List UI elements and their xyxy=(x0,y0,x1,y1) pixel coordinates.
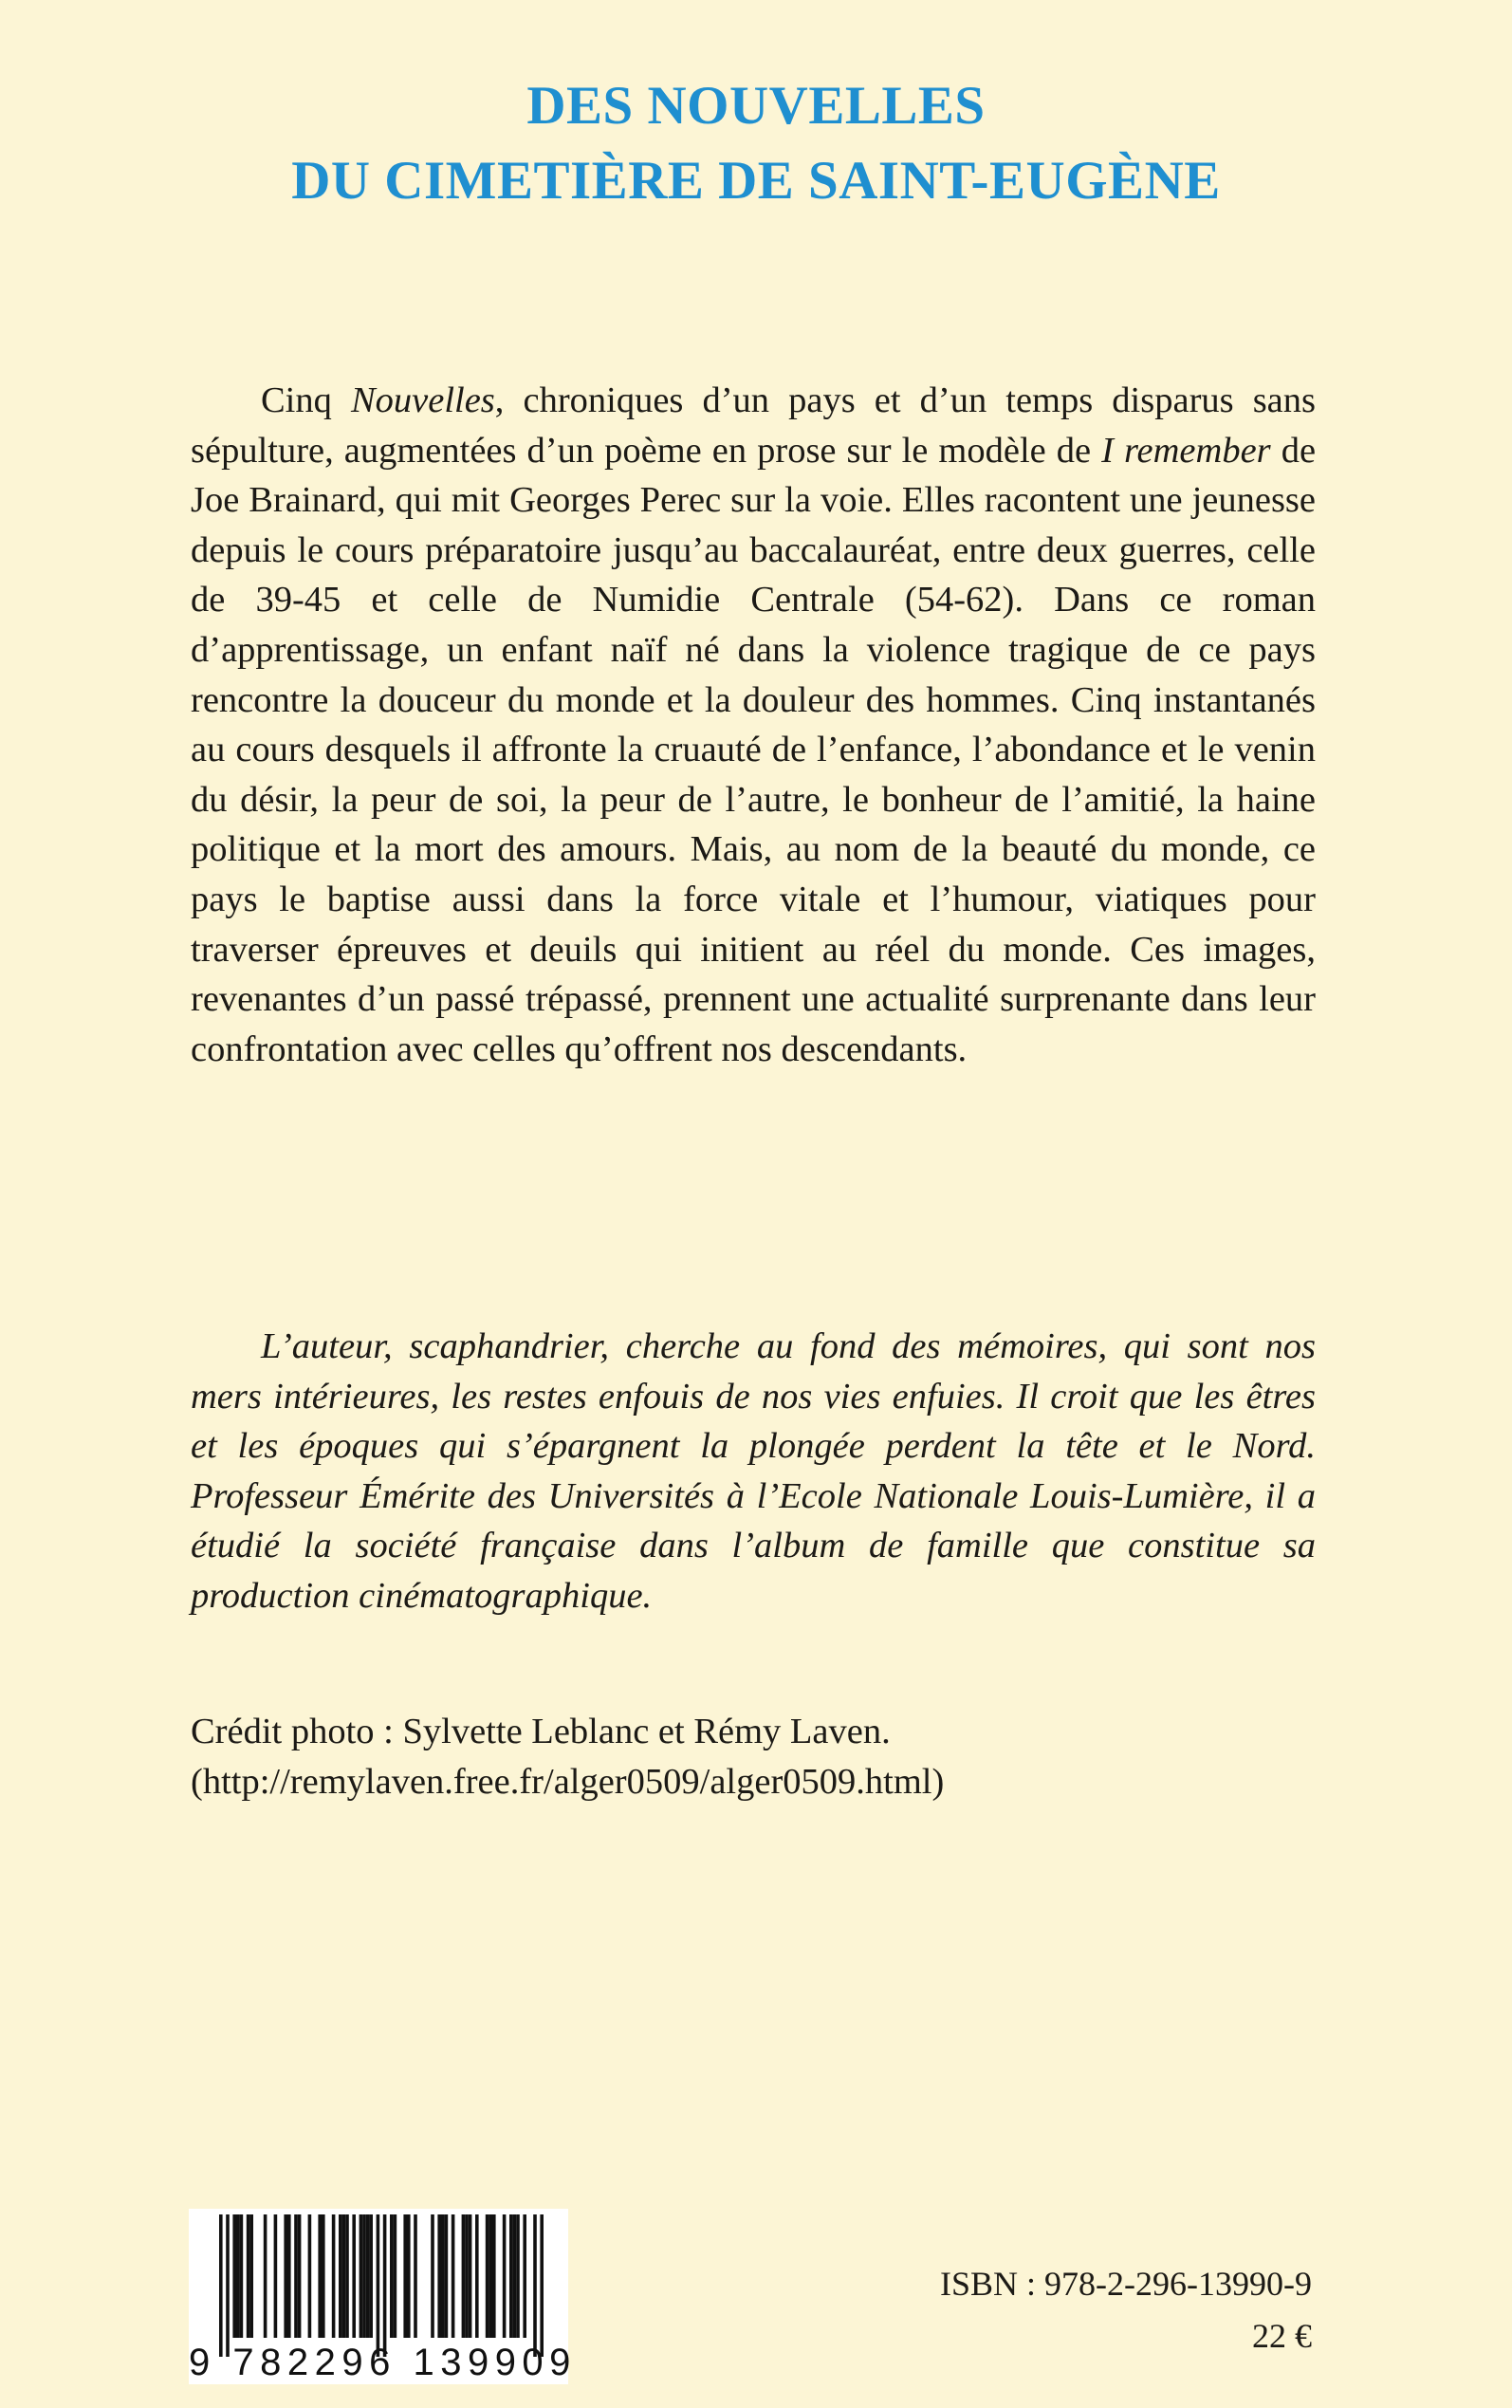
barcode-bar xyxy=(352,2214,356,2338)
barcode-bar xyxy=(332,2214,336,2338)
barcode-bar xyxy=(516,2214,520,2338)
summary-word1: Cinq xyxy=(261,380,332,420)
barcode-bar xyxy=(322,2214,325,2338)
barcode-bar xyxy=(345,2214,349,2338)
barcode-bar xyxy=(366,2214,370,2338)
barcode-bar xyxy=(287,2214,291,2338)
title-line-1: DES NOUVELLES xyxy=(526,76,986,136)
barcode-bar xyxy=(219,2214,223,2357)
barcode-bar xyxy=(509,2214,513,2338)
summary-italic-i-remember: I remember xyxy=(1101,430,1271,471)
barcode-bar xyxy=(523,2214,526,2338)
author-bio-paragraph xyxy=(191,1322,1316,1621)
barcode-bar xyxy=(445,2214,449,2338)
barcode-bar xyxy=(394,2214,397,2338)
barcode-bar xyxy=(236,2214,240,2338)
barcode-bar xyxy=(403,2214,407,2338)
barcode-bar xyxy=(308,2214,312,2338)
summary-text-2: de Joe Brainard, qui mit Georges Perec sur la voie. Elles racontent une jeunesse depuis le cours préparatoire jusqu’au baccalauréat, entre deux guerres, celle de 39-45 et celle de Numidie Centrale (54-62). Dans ce roman d’apprentissage, un enfant naïf né dans la violence tragique de ce pays rencontre la douceur du monde et la douleur des hommes. Cinq instantanés au cours desquels il affronte la cruauté de l’enfance, l’abondance et le venin du désir, la peur de soi, la peur de l’autre, le bonheur de l’amitié, la haine politique et la mort des amours. Mais, au nom de la beauté du monde, ce pays le baptise aussi dans la force vitale et l’humour, viatiques pour traverser épreuves et deuils qui initient au réel du monde. Ces images, revenantes d’un passé trépassé, prennent une actualité surprenante dans leur confrontation avec celles qu’offrent nos descendants. xyxy=(191,430,1317,1069)
price-label: 22 € xyxy=(1252,2317,1312,2355)
barcode-bar xyxy=(465,2214,469,2338)
summary-italic-nouvelles: Nouvelles xyxy=(350,380,495,420)
barcode-digits: 9 782296 139909 xyxy=(189,2342,577,2383)
barcode-bar xyxy=(247,2214,250,2338)
barcode-bar xyxy=(383,2214,387,2357)
barcode-bar xyxy=(249,2214,253,2338)
barcode-bar xyxy=(339,2214,342,2338)
barcode-bar xyxy=(492,2214,496,2338)
barcode-bar xyxy=(407,2214,411,2338)
barcode-bar xyxy=(469,2214,472,2338)
barcode-bar xyxy=(390,2214,394,2338)
barcode-bar xyxy=(284,2214,287,2338)
author-bio-text: L’auteur, scaphandrier, cherche au fond des mémoires, qui sont nos mers intérieures, les restes enfouis de nos vies enfuies. Il croit que les êtres et les époques qui s’épargnent la plongée perdent la tête et le Nord. Professeur Émérite des Universités à l’Ecole Nationale Louis-Lumière, il a étudié la société française dans l’album de famille que constitue sa production cinématographique. xyxy=(191,1326,1316,1616)
barcode-bar xyxy=(414,2214,417,2338)
summary-paragraph xyxy=(191,376,1316,1074)
barcode-bar xyxy=(503,2214,507,2338)
barcode-bar xyxy=(360,2214,363,2338)
barcode-bar xyxy=(452,2214,455,2338)
barcode-bar xyxy=(369,2214,373,2338)
barcode-bar xyxy=(298,2214,302,2338)
barcode-bar xyxy=(264,2214,267,2338)
barcode-bar xyxy=(540,2214,544,2357)
barcode-bar xyxy=(489,2214,492,2338)
photo-credit: Crédit photo : Sylvette Leblanc et Rémy Laven. xyxy=(191,1712,891,1751)
barcode-bar xyxy=(462,2214,466,2338)
isbn-label: ISBN : 978-2-296-13990-9 xyxy=(940,2265,1312,2303)
title-line-2: DU CIMETIÈRE DE SAINT-EUGÈNE xyxy=(291,151,1221,211)
barcode-bar xyxy=(437,2214,441,2338)
barcode-bar xyxy=(362,2214,366,2338)
barcode-bar xyxy=(226,2214,230,2357)
barcode-bar xyxy=(431,2214,434,2338)
barcode-bar xyxy=(533,2214,537,2357)
barcode-bar xyxy=(342,2214,346,2338)
barcode-bar xyxy=(240,2214,244,2338)
summary-text-1: , chroniques d’un pays et d’un temps disparus sans sépulture, augmentées d’un poème en prose sur le modèle de xyxy=(191,380,1317,471)
barcode-bar xyxy=(441,2214,445,2338)
photo-credit-url: (http://remylaven.free.fr/alger0509/alger0509.html) xyxy=(191,1762,945,1802)
barcode-bar xyxy=(475,2214,479,2338)
barcode-bar xyxy=(232,2214,236,2338)
barcode-bar xyxy=(377,2214,380,2357)
barcode-bar xyxy=(513,2214,517,2338)
barcode-bar xyxy=(274,2214,278,2338)
barcode-bar xyxy=(486,2214,489,2338)
barcode-bar xyxy=(318,2214,322,2338)
barcode-bar xyxy=(294,2214,298,2338)
barcode xyxy=(189,2209,577,2384)
